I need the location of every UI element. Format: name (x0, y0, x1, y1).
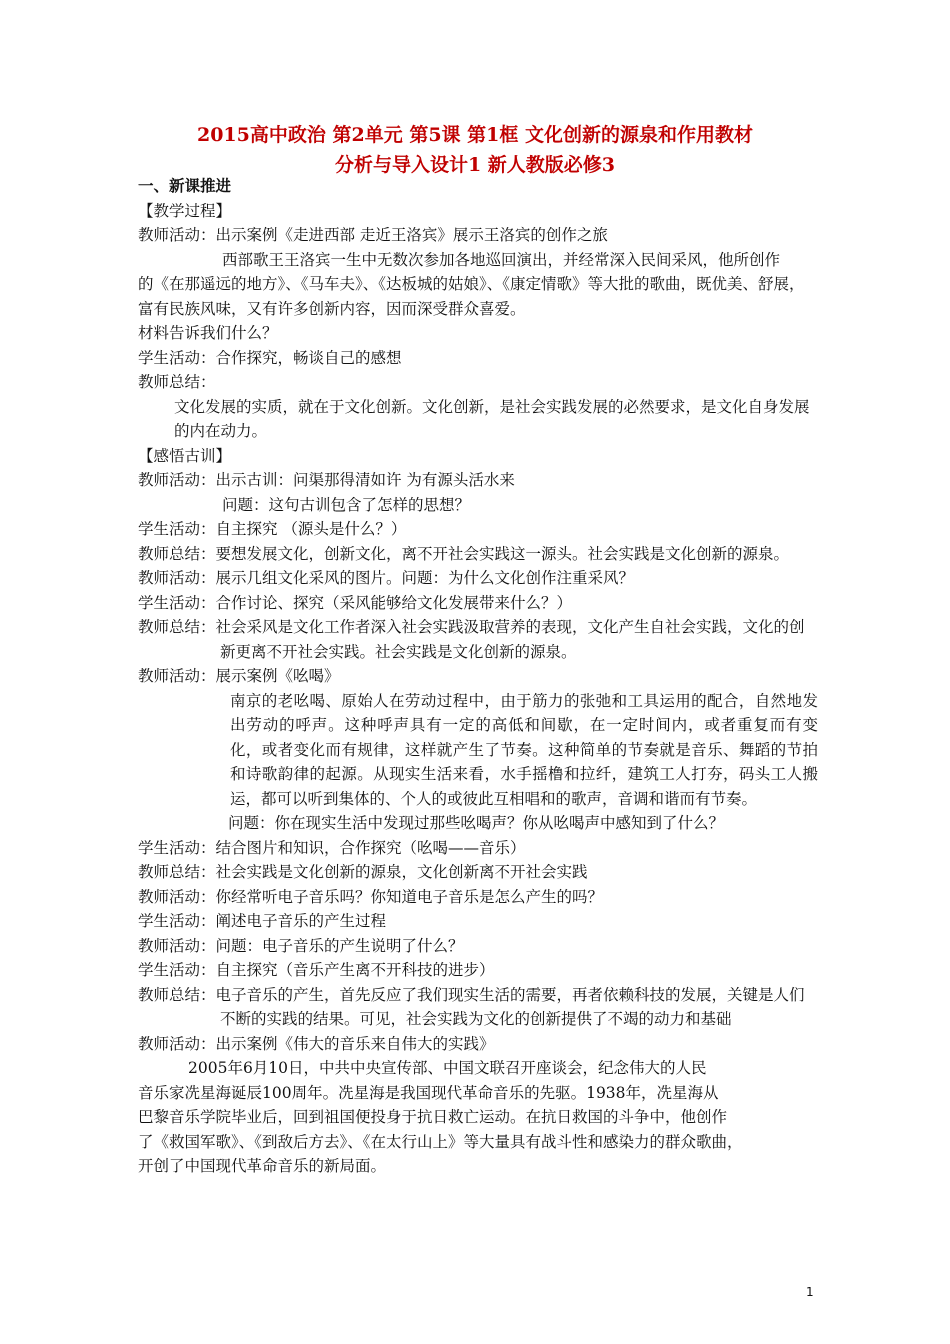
paragraph-line: 教师活动：你经常听电子音乐吗？你知道电子音乐是怎么产生的吗？ (138, 887, 604, 906)
paragraph-line: 2005年6月10日，中共中央宣传部、中国文联召开座谈会，纪念伟大的人民 (188, 1059, 707, 1077)
summary-paragraph: 教师总结：电子音乐的产生，首先反应了我们现实生活的需要，再者依赖科技的发展，关键是人们不断的实践的结果。可见，社会实践为文化的创新提供了不竭的动力和基础 (138, 985, 805, 1028)
title-line-1: 2015高中政治 第2单元 第5课 第1框 文化创新的源泉和作用教材 (196, 124, 753, 146)
paragraph-line: 问题：这句古训包含了怎样的思想？ (222, 495, 471, 514)
paragraph-line: 学生活动：自主探究 （源头是什么？） (138, 520, 407, 538)
section-heading: 一、新课推进 (138, 176, 232, 195)
paragraph-line: 教师活动：问题：电子音乐的产生说明了什么？ (138, 936, 464, 955)
paragraph-line: 的《在那遥远的地方》、《马车夫》、《达板城的姑娘》、《康定情歌》等大批的歌曲，既优美、舒展， (138, 275, 805, 293)
paragraph-line: 教师活动：出示案例《走进西部 走近王洛宾》展示王洛宾的创作之旅 (138, 226, 608, 244)
paragraph-line: 巴黎音乐学院毕业后，回到祖国便投身于抗日救亡运动。在抗日救国的斗争中，他创作 (138, 1108, 728, 1126)
paragraph-line: 学生活动：合作探究，畅谈自己的感想 (138, 348, 402, 367)
paragraph-line: 问题：你在现实生活中发现过那些吆喝声？你从吆喝声中感知到了什么？ (228, 814, 725, 832)
paragraph-line: 教师活动：展示案例《吆喝》 (138, 667, 340, 685)
paragraph-line: 【教学过程】 (138, 201, 232, 220)
paragraph-line: 开创了中国现代革命音乐的新局面。 (138, 1157, 387, 1175)
paragraph-line: 【感悟古训】 (138, 446, 232, 465)
paragraph-line: 学生活动：自主探究（音乐产生离不开科技的进步） (138, 961, 495, 979)
paragraph-line: 学生活动：合作讨论、探究（采风能够给文化发展带来什么？） (138, 593, 573, 612)
paragraph-line: 教师活动：出示古训：问渠那得清如许 为有源头活水来 (138, 471, 515, 489)
document-title (100, 120, 850, 180)
paragraph-line: 了《救国军歌》、《到敌后方去》、《在太行山上》等大量具有战斗性和感染力的群众歌曲， (138, 1132, 743, 1151)
paragraph-line: 材料告诉我们什么？ (138, 324, 278, 342)
page-number: 1 (806, 1285, 814, 1299)
case-paragraph: 南京的老吆喝、原始人在劳动过程中，由于筋力的张弛和工具运用的配合，自然地发出劳动的呼声。这种呼声具有一定的高低和间歇，在一定时间内，或者重复而有变化，或者变化而有规律，这样就产生了节奏。这种简单的节奏就是音乐、舞蹈的节拍和诗歌韵律的起源。从现实生活来看，水手摇橹和拉纤，建筑工人打夯，码头工人搬运，都可以听到集体的、个人的或彼此互相唱和的歌声，音调和谐而有节奏。 (230, 691, 818, 808)
title-line-2: 分析与导入设计1 新人教版必修3 (334, 154, 616, 176)
paragraph-line: 学生活动：结合图片和知识，合作探究（吆喝——音乐） (138, 838, 526, 857)
paragraph-line: 教师活动：展示几组文化采风的图片。问题：为什么文化创作注重采风？ (138, 569, 635, 587)
summary-paragraph: 教师总结：社会采风是文化工作者深入社会实践汲取营养的表现，文化产生自社会实践，文化的创新更离不开社会实践。社会实践是文化创新的源泉。 (138, 618, 805, 661)
paragraph-line: 西部歌王王洛宾一生中无数次参加各地巡回演出，并经常深入民间采风，他所创作 (222, 250, 781, 269)
summary-paragraph: 文化发展的实质，就在于文化创新。文化创新，是社会实践发展的必然要求，是文化自身发展的内在动力。 (174, 397, 810, 440)
paragraph-line: 教师活动：出示案例《伟大的音乐来自伟大的实践》 (138, 1034, 495, 1053)
paragraph-line: 教师总结： (138, 373, 216, 391)
paragraph-line: 音乐家冼星海诞辰100周年。冼星海是我国现代革命音乐的先驱。1938年，冼星海从 (138, 1083, 719, 1102)
paragraph-line: 教师总结：社会实践是文化创新的源泉，文化创新离不开社会实践 (138, 863, 588, 881)
paragraph-line: 教师总结：要想发展文化，创新文化，离不开社会实践这一源头。社会实践是文化创新的源泉。 (138, 544, 790, 563)
paragraph-line: 富有民族风味，又有许多创新内容，因而深受群众喜爱。 (138, 299, 526, 318)
paragraph-line: 学生活动：阐述电子音乐的产生过程 (138, 912, 387, 930)
document-body (138, 174, 818, 1179)
